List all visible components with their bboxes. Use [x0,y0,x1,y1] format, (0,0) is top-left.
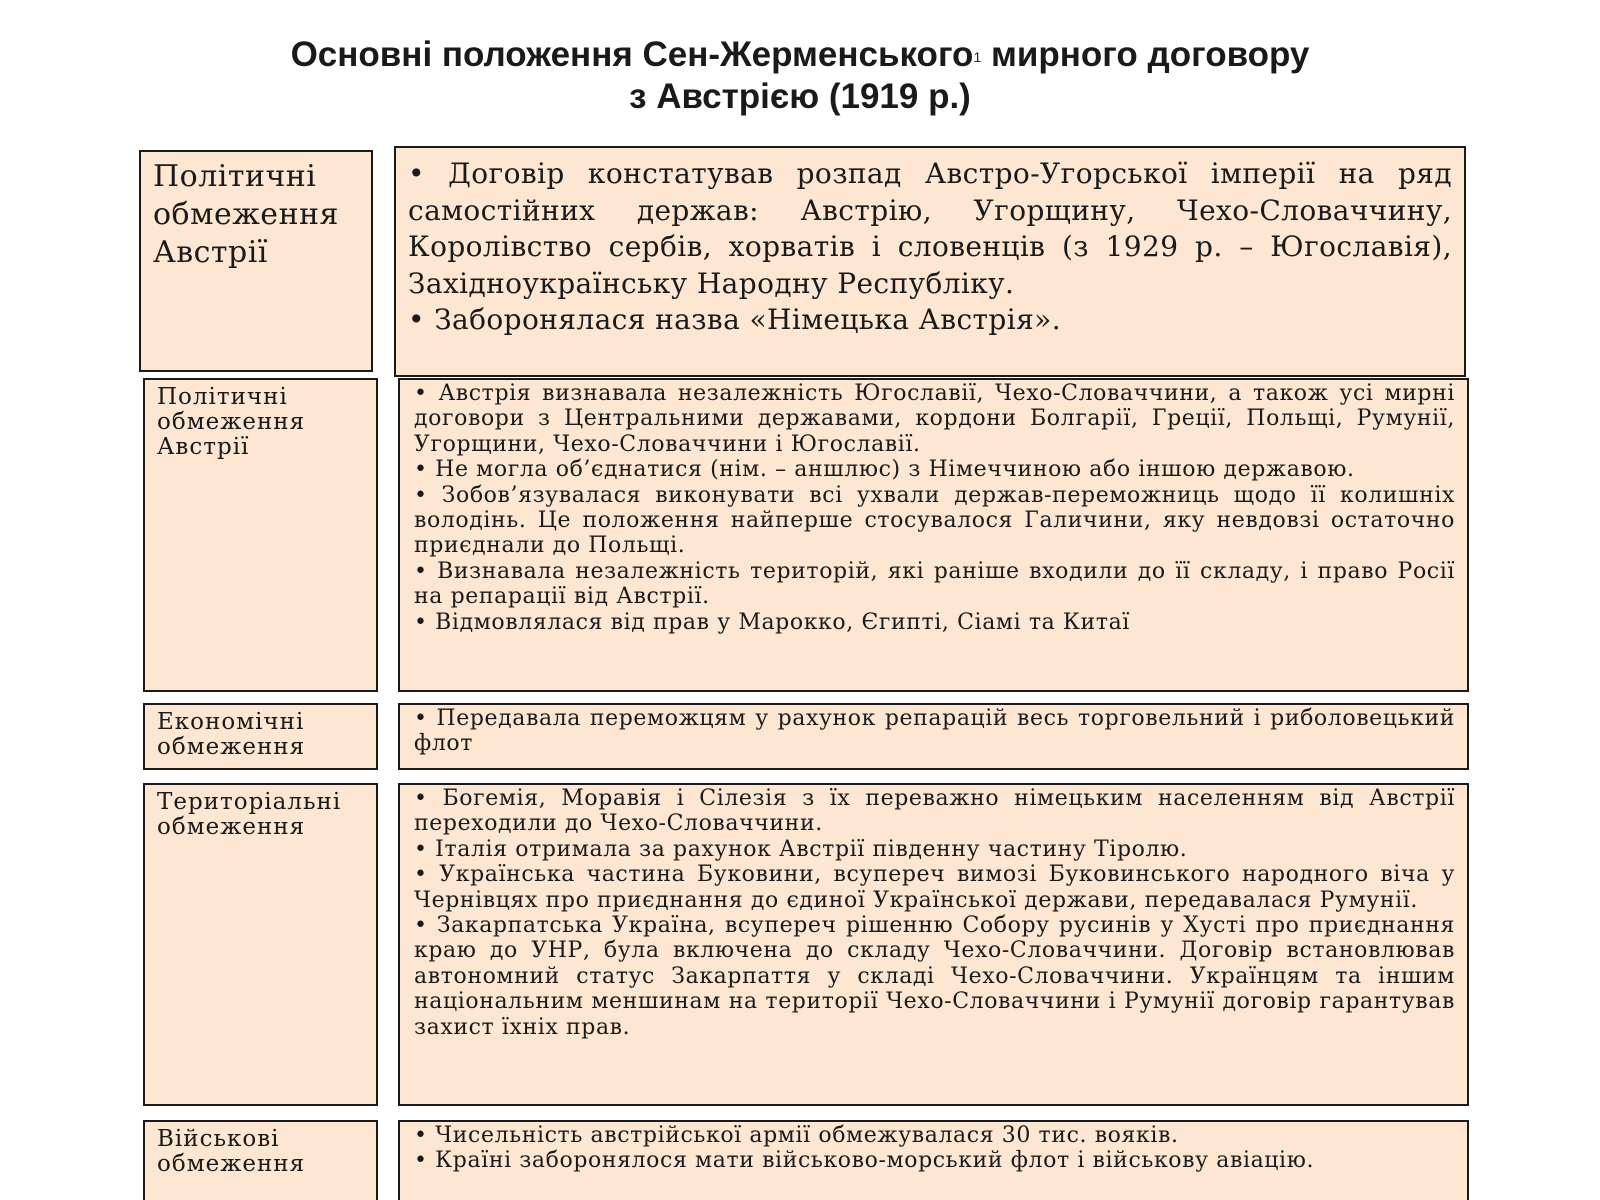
row-content [400,785,1467,1040]
title-line-2: з Австрією (1919 р.) [629,77,971,116]
row-label: Політичні обмеження Австрії [153,159,339,270]
row-2-label-box [143,378,378,692]
row-content [396,148,1464,339]
row-label: Політичні обмеження Австрії [157,384,306,460]
list-item: • Чисельність австрійської армії обмежувалася 30 тис. вояків. [414,1123,1179,1148]
row-4-content-box [398,783,1469,1106]
row-1-label-box [139,150,373,372]
row-label: Військові обмеження [157,1126,306,1177]
row-5-label-box [143,1120,378,1200]
row-3-label-box [143,703,378,770]
row-label: Територіальні обмеження [157,789,342,840]
title-line-1: Основні положення Сен-Жерменського$^1$ мирного договору [290,35,1310,74]
list-item: • Зобов’язувалася виконувати всі ухвали держав-переможниць щодо її колишніх володінь. Це положення найперше стосувалося Галичини, яку невдовзі остаточно приєднали до Польщі. [414,482,1455,559]
row-2-content-box [398,378,1469,692]
footnote-mark: 1 [973,49,982,65]
list-item: • Передавала переможцям у рахунок репарацій весь торговельний і риболовецький флот [414,706,1455,757]
list-item: • Італія отримала за рахунок Австрії південну частину Тіролю. [414,836,1188,862]
list-item: • Визнавала незалежність територій, які раніше входили до її складу, і право Росії на репарації від Австрії. [414,558,1455,610]
row-content [400,380,1467,635]
list-item: • Заборонялася назва «Німецька Австрія». [408,303,1061,336]
list-item: • Відмовлялася від прав у Марокко, Єгипті, Сіамі та Китаї [414,609,1130,635]
row-content [400,1122,1467,1174]
row-content [400,705,1467,757]
list-item: • Не могла об’єднатися (нім. – аншлюс) з Німеччиною або іншою державою. [414,457,1355,483]
list-item: • Богемія, Моравія і Сілезія з їх переважно німецьким населенням від Австрії переходили до Чехо-Словаччини. [414,786,1455,837]
row-5-content-box [398,1120,1469,1200]
list-item: • Австрія визнавала незалежність Югославії, Чехо-Словаччини, а також усі мирні договори з Центральними державами, кордони Болгарії, Греції, Польщі, Румунії, Угорщини, Чехо-Словаччини і Югославії. [414,381,1455,457]
row-4-label-box [143,783,378,1106]
row-3-content-box [398,703,1469,770]
page-title [0,34,1600,118]
row-label: Економічні обмеження [157,709,306,760]
list-item: • Закарпатська Україна, всупереч рішенню Собору русинів у Хусті про приєднання краю до УНР, була включена до складу Чехо-Словаччини. Договір встановлював автономний статус Закарпаття у складі Чехо-Словаччини. Українцям та іншим національним меншинам на території Чехо-Словаччини і Румунії договір гарантував захист їхніх прав. [414,913,1455,1040]
list-item: • Українська частина Буковини, всупереч вимозі Буковинського народного віча у Чернівцях про приєднання до єдиної Української держави, передавалася Румунії. [414,862,1455,913]
list-item: • Країні заборонялося мати військово-морський флот і військову авіацію. [414,1148,1315,1174]
list-item: • Договір констатував розпад Австро-Угорської імперії на ряд самостійних держав: Австрію, Угорщину, Чехо-Словаччину, Королівство сербів, хорватів і словенців (з 1929 р. – Югославія), Західноукраїнську Народну Республіку. [408,157,1452,300]
row-1-content-box [394,146,1466,377]
